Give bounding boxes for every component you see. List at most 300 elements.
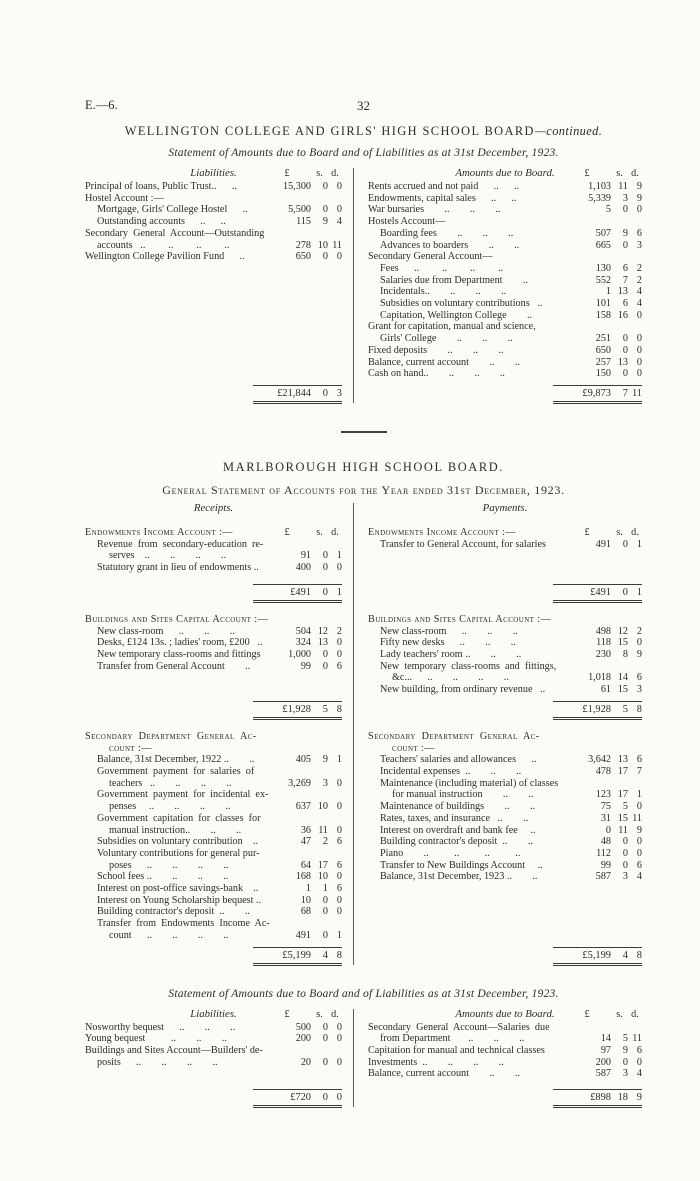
amount-pounds: 637 <box>295 801 311 813</box>
row-amount <box>563 1068 642 1080</box>
total-pounds: £720 <box>290 1091 311 1103</box>
row-label: Fees .. .. .. .. <box>380 262 504 274</box>
amount-shillings: 0 <box>622 344 628 356</box>
column-caption: Receipts. <box>193 501 234 514</box>
row-amount <box>263 836 342 848</box>
amount-pounds: 278 <box>295 239 311 251</box>
ledger-band <box>85 527 642 603</box>
total-pence: 0 <box>336 1091 342 1103</box>
amount-shillings: 0 <box>622 333 628 345</box>
amount-pence: 3 <box>636 684 642 696</box>
ledger-row <box>368 345 642 357</box>
row-amount <box>563 263 642 275</box>
ledger-row <box>85 754 342 766</box>
statement-title-text: WELLINGTON COLLEGE AND GIRLS' HIGH SCHOOL BOARD <box>124 124 535 138</box>
row-label: Investments .. .. .. .. <box>368 1056 504 1068</box>
amount-pounds: 498 <box>595 625 611 637</box>
row-amount <box>263 871 342 883</box>
total-amount <box>253 947 342 966</box>
amount-shillings: 10 <box>317 239 328 251</box>
row-amount <box>563 181 642 193</box>
ledger-row <box>368 275 642 287</box>
units-header <box>263 167 342 180</box>
row-amount <box>563 286 642 298</box>
amount-pounds: 61 <box>600 684 611 696</box>
row-label: New building, from ordinary revenue .. <box>380 684 546 696</box>
row-amount <box>263 661 342 673</box>
ledger-row <box>368 731 642 743</box>
amount-shillings: 0 <box>622 1056 628 1068</box>
row-amount <box>263 550 342 562</box>
amount-pounds: 507 <box>595 227 611 239</box>
ledger-row <box>85 895 342 907</box>
total-row <box>553 696 642 720</box>
ledger-row <box>85 918 342 930</box>
wellington-ledger <box>85 167 642 404</box>
amount-pence: 0 <box>336 906 342 918</box>
marlborough-ledger <box>85 502 642 966</box>
amount-shillings: 9 <box>622 227 628 239</box>
ledger-row <box>85 193 342 205</box>
amount-pounds: 1,103 <box>588 181 611 192</box>
ledger-row <box>368 684 642 696</box>
amount-shillings: 13 <box>617 286 628 298</box>
ledger-row <box>85 860 342 872</box>
ledger-row <box>85 883 342 895</box>
amount-shillings: 11 <box>318 824 328 836</box>
amount-shillings: 3 <box>622 192 628 204</box>
amount-shillings: 12 <box>617 625 628 637</box>
amount-pence: 0 <box>336 801 342 813</box>
row-amount <box>263 1033 342 1045</box>
row-amount <box>263 1022 342 1034</box>
row-amount <box>563 766 642 778</box>
ledger-column-right <box>353 731 642 966</box>
row-amount <box>263 562 342 574</box>
amount-pounds: 158 <box>595 309 611 321</box>
total-amount <box>553 1089 642 1108</box>
total-pence: 3 <box>336 387 342 399</box>
amount-shillings: 0 <box>322 660 328 672</box>
ledger-row <box>85 614 342 626</box>
row-label: count .. .. .. .. <box>109 929 229 941</box>
amount-pounds: 257 <box>595 356 611 368</box>
row-amount <box>263 251 342 263</box>
row-label: teachers .. .. .. .. <box>109 777 232 789</box>
amount-shillings: 0 <box>622 859 628 871</box>
amount-shillings: 9 <box>622 1044 628 1056</box>
amount-shillings: 0 <box>622 836 628 848</box>
ledger-row <box>368 357 642 369</box>
amount-shillings: s. <box>316 526 323 538</box>
ledger-row <box>85 871 342 883</box>
row-amount <box>263 754 342 766</box>
row-label: Hostel Account :— <box>85 192 164 204</box>
amount-pounds: 5,500 <box>288 204 311 216</box>
amount-pounds: 3,642 <box>588 754 611 766</box>
statement-title-continued: —continued. <box>534 124 603 138</box>
ledger-row <box>368 298 642 310</box>
ledger-row <box>368 836 642 848</box>
amount-shillings: 0 <box>322 1021 328 1033</box>
ledger-row <box>368 1033 642 1045</box>
amount-pounds: 587 <box>595 1068 611 1080</box>
total-shillings: 0 <box>322 387 328 399</box>
amount-pounds: 97 <box>600 1044 611 1056</box>
amount-pounds: 68 <box>300 906 311 918</box>
ledger-row <box>368 860 642 872</box>
ledger-row <box>368 1022 642 1034</box>
ledger-row <box>368 193 642 205</box>
amount-shillings: 15 <box>617 637 628 649</box>
row-label: count :— <box>109 742 152 754</box>
amount-shillings: 13 <box>617 754 628 766</box>
amount-shillings: 11 <box>618 181 628 192</box>
row-label: Buildings and Sites Account—Builders' de- <box>85 1044 263 1056</box>
amount-pounds: 91 <box>300 550 311 562</box>
row-amount <box>563 539 642 551</box>
row-label: Balance, 31st December, 1922 .. .. <box>97 754 255 766</box>
amount-shillings: 12 <box>317 625 328 637</box>
ledger-row <box>85 836 342 848</box>
row-label: Grant for capitation, manual and science, <box>368 321 536 333</box>
row-label: Rates, taxes, and insurance .. .. <box>380 812 529 824</box>
row-label: serves .. .. .. .. <box>109 550 227 562</box>
column-caption: Amounts due to Board. <box>455 1007 555 1020</box>
ledger-row <box>368 626 642 638</box>
amount-pence: 0 <box>636 204 642 216</box>
amount-pence: 11 <box>632 1033 642 1045</box>
amount-shillings: 17 <box>617 789 628 801</box>
ledger-row <box>368 672 642 684</box>
amount-pounds: 400 <box>295 562 311 574</box>
ledger-row <box>368 743 642 755</box>
row-label: penses .. .. .. .. <box>109 801 231 813</box>
row-label: Fifty new desks .. .. .. <box>380 637 516 649</box>
amount-shillings: 2 <box>322 836 328 848</box>
total-pence: 8 <box>636 703 642 715</box>
amount-shillings: 0 <box>622 204 628 216</box>
ledger-row <box>368 1068 642 1080</box>
board-title: MARLBOROUGH HIGH SCHOOL BOARD. <box>223 459 504 474</box>
total-pounds: £9,873 <box>582 387 611 399</box>
row-label: &c... .. .. .. .. <box>392 672 509 684</box>
amount-pence: 4 <box>636 298 642 310</box>
row-label: Balance, current account .. .. <box>368 1068 520 1080</box>
row-label: Subsidies on voluntary contributions .. <box>380 298 543 310</box>
amount-shillings: 7 <box>622 274 628 286</box>
row-label: Secondary General Account—Outstanding <box>85 227 265 239</box>
amount-pence: 6 <box>636 754 642 766</box>
amount-pence: 1 <box>636 538 642 550</box>
amount-shillings: 0 <box>622 847 628 859</box>
amount-shillings: 5 <box>622 801 628 813</box>
column-caption-row <box>85 502 342 515</box>
amount-pounds: 665 <box>595 239 611 251</box>
amount-pounds: 478 <box>595 765 611 777</box>
ledger-row <box>368 310 642 322</box>
ledger-row <box>368 1057 642 1069</box>
row-amount <box>263 860 342 872</box>
row-amount <box>263 649 342 661</box>
row-amount <box>563 789 642 801</box>
amount-shillings: 0 <box>322 649 328 661</box>
ledger-row <box>368 801 642 813</box>
amount-shillings: 11 <box>618 824 628 836</box>
ledger-band <box>85 614 642 720</box>
document-reference: E.—6. <box>85 98 118 112</box>
total-pounds: £5,199 <box>282 949 311 961</box>
row-amount <box>563 204 642 216</box>
amount-shillings: 0 <box>322 550 328 562</box>
total-pounds: £491 <box>590 586 611 598</box>
amount-pounds: 15,300 <box>282 181 311 192</box>
row-amount <box>263 637 342 649</box>
ledger-row <box>85 1045 342 1057</box>
ledger-row <box>368 286 642 298</box>
row-label: manual instruction.. .. .. <box>109 824 242 836</box>
row-amount <box>563 626 642 638</box>
ledger-row <box>368 240 642 252</box>
row-label: Interest on overdraft and bank fee .. <box>380 824 536 836</box>
row-amount <box>263 895 342 907</box>
amount-pence: 0 <box>336 181 342 192</box>
row-label: Endowments Income Account :— <box>85 526 233 538</box>
amount-pounds: 1 <box>605 286 611 298</box>
unit-label: £ <box>584 1008 590 1020</box>
row-amount <box>563 1045 642 1057</box>
units-header <box>263 1008 342 1021</box>
ledger-column-right <box>353 614 642 720</box>
amount-pounds: 14 <box>600 1033 611 1045</box>
total-amount <box>553 584 642 603</box>
amount-shillings: 10 <box>317 871 328 883</box>
amount-shillings: 0 <box>622 239 628 251</box>
column-caption-row <box>368 502 642 515</box>
ledger-row <box>85 216 342 228</box>
amount-shillings: 15 <box>617 812 628 824</box>
row-label: Buildings and Sites Capital Account :— <box>85 613 269 625</box>
total-row <box>553 942 642 966</box>
amount-pounds: 650 <box>595 344 611 356</box>
amount-pounds: 491 <box>295 929 311 941</box>
column-caption-row <box>85 1008 342 1021</box>
row-label: Maintenance (including material) of classes <box>380 777 559 789</box>
ledger-row <box>85 661 342 673</box>
units-header <box>563 1008 642 1021</box>
column-caption: Amounts due to Board. <box>455 167 555 179</box>
row-amount <box>563 813 642 825</box>
unit-label: £ <box>584 168 590 179</box>
row-label: posits .. .. .. .. <box>97 1056 218 1068</box>
amount-pence: 6 <box>636 672 642 684</box>
amount-pence: 11 <box>632 812 642 824</box>
amount-pence: 0 <box>336 871 342 883</box>
unit-label: s. <box>616 168 623 179</box>
row-label: Interest on post-office savings-bank .. <box>97 883 259 895</box>
amount-pounds: 112 <box>596 847 611 859</box>
amount-shillings: 0 <box>322 1033 328 1045</box>
amount-pence: 6 <box>336 859 342 871</box>
amount-pounds: 650 <box>295 251 311 263</box>
amount-pounds: 48 <box>600 836 611 848</box>
row-amount <box>563 275 642 287</box>
ledger-row <box>85 228 342 240</box>
row-label: Nosworthy bequest .. .. .. <box>85 1021 236 1033</box>
row-label: Wellington College Pavilion Fund .. <box>85 251 245 263</box>
amount-shillings: 0 <box>322 181 328 192</box>
amount-pence: 4 <box>636 871 642 883</box>
amount-pence: 2 <box>636 262 642 274</box>
amount-pence: 0 <box>336 637 342 649</box>
amount-pounds: 36 <box>300 824 311 836</box>
ledger-row <box>85 743 342 755</box>
row-label: Incidental expenses .. .. .. <box>380 765 522 777</box>
ledger-row <box>368 614 642 626</box>
amount-shillings: 16 <box>617 309 628 321</box>
amount-pence: 0 <box>636 356 642 368</box>
amount-shillings: s. <box>616 526 623 538</box>
amount-shillings: 15 <box>617 684 628 696</box>
row-label: Secondary Department General Ac- <box>368 730 540 742</box>
ledger-row <box>368 637 642 649</box>
total-row <box>253 696 342 720</box>
row-label: Cash on hand.. .. .. .. <box>368 368 505 380</box>
amount-pence: 6 <box>636 859 642 871</box>
total-amount <box>553 385 642 404</box>
amount-pence: 0 <box>636 309 642 321</box>
amount-pence: 6 <box>336 836 342 848</box>
statement-subtitle: Statement of Amounts due to Board and of Liabilities as at 31st December, 1923. <box>168 986 559 1000</box>
unit-label: d. <box>631 168 639 179</box>
amount-pounds: 200 <box>595 1056 611 1068</box>
amount-shillings: 6 <box>622 262 628 274</box>
row-amount <box>563 637 642 649</box>
marlborough-statement <box>85 460 642 966</box>
amount-pence: 2 <box>636 274 642 286</box>
amount-pounds: 1,018 <box>588 672 611 684</box>
amount-pounds: 47 <box>300 836 311 848</box>
row-label: Buildings and Sites Capital Account :— <box>368 613 552 625</box>
unit-label: d. <box>331 168 339 179</box>
ledger-row <box>368 1045 642 1057</box>
row-label: Maintenance of buildings .. .. <box>380 801 536 813</box>
ledger-band <box>85 502 642 516</box>
row-label: Transfer to General Account, for salaries <box>380 538 546 550</box>
unit-label: s. <box>316 1008 323 1020</box>
row-label: Secondary General Account— <box>368 251 493 263</box>
amount-shillings: 1 <box>322 883 328 895</box>
column-caption-row <box>368 167 642 180</box>
row-amount <box>263 825 342 837</box>
row-label: Transfer to New Buildings Account .. <box>380 859 543 871</box>
ledger-row <box>368 321 642 333</box>
amount-pounds: 587 <box>595 871 611 883</box>
amount-pence: 0 <box>336 1056 342 1068</box>
ledger-row <box>85 626 342 638</box>
row-label: New class-room .. .. .. <box>380 625 518 637</box>
total-pence: 1 <box>636 586 642 598</box>
row-amount <box>563 333 642 345</box>
row-label: Secondary Department General Ac- <box>85 730 257 742</box>
amount-pounds: 64 <box>300 859 311 871</box>
amount-pounds: 1,000 <box>288 649 311 661</box>
amount-pence: 0 <box>336 1021 342 1033</box>
amount-shillings: 0 <box>322 204 328 216</box>
amount-pounds: 491 <box>595 538 611 550</box>
amount-shillings: 3 <box>622 871 628 883</box>
amount-pence: 6 <box>336 660 342 672</box>
ledger-row <box>368 871 642 883</box>
row-amount <box>563 228 642 240</box>
row-label: Principal of loans, Public Trust.. .. <box>85 181 237 192</box>
amount-shillings: 0 <box>622 538 628 550</box>
ledger-row <box>368 789 642 801</box>
amount-pounds: 500 <box>295 1021 311 1033</box>
row-label: War bursaries .. .. .. <box>368 204 501 216</box>
row-label: Government capitation for classes for <box>97 812 261 824</box>
row-label: Teachers' salaries and allowances .. <box>380 754 537 766</box>
total-pounds: £5,199 <box>582 949 611 961</box>
amount-pence: 0 <box>636 1056 642 1068</box>
row-label: Desks, £124 13s. ; ladies' room, £200 .. <box>97 637 263 649</box>
ledger-row <box>85 930 342 942</box>
amount-pounds: £ <box>584 526 590 538</box>
total-pence: 8 <box>336 949 342 961</box>
row-label: Hostels Account— <box>368 216 446 228</box>
row-amount <box>563 836 642 848</box>
row-label: Lady teachers' room .. .. .. <box>380 649 522 661</box>
row-label: from Department .. .. .. <box>380 1033 525 1045</box>
ledger-row <box>368 766 642 778</box>
total-pounds: £898 <box>590 1091 611 1103</box>
row-label: New temporary class-rooms and fittings <box>97 649 261 661</box>
amount-pence: 6 <box>636 227 642 239</box>
amount-pence: 6 <box>336 883 342 895</box>
ledger-row <box>368 527 642 539</box>
ledger-row <box>85 789 342 801</box>
amount-pence: 6 <box>636 1044 642 1056</box>
page-number: 32 <box>357 98 370 113</box>
total-pence: 1 <box>336 586 342 598</box>
ledger-row <box>85 1033 342 1045</box>
amount-shillings: 0 <box>322 251 328 263</box>
unit-label: s. <box>316 168 323 179</box>
row-label: Rents accrued and not paid .. .. <box>368 181 520 192</box>
amount-pence: 0 <box>636 368 642 380</box>
row-label: Voluntary contributions for general pur- <box>97 847 260 859</box>
row-amount <box>563 310 642 322</box>
total-amount <box>253 701 342 720</box>
total-amount <box>253 1089 342 1108</box>
amount-pence: 9 <box>636 181 642 192</box>
row-amount <box>563 298 642 310</box>
ledger-row <box>85 562 342 574</box>
row-amount <box>563 357 642 369</box>
row-label: Transfer from General Account .. <box>97 660 251 672</box>
amount-pence: 2 <box>336 625 342 637</box>
amount-pence: 1 <box>636 789 642 801</box>
row-label: Subsidies on voluntary contribution .. <box>97 836 259 848</box>
total-shillings: 0 <box>322 1091 328 1103</box>
amount-shillings: 0 <box>322 1056 328 1068</box>
total-pounds: £1,928 <box>582 703 611 715</box>
amount-shillings: 17 <box>317 859 328 871</box>
row-amount <box>563 684 642 696</box>
ledger-row <box>85 527 342 539</box>
amount-pence: 4 <box>636 1068 642 1080</box>
ledger-row <box>368 228 642 240</box>
